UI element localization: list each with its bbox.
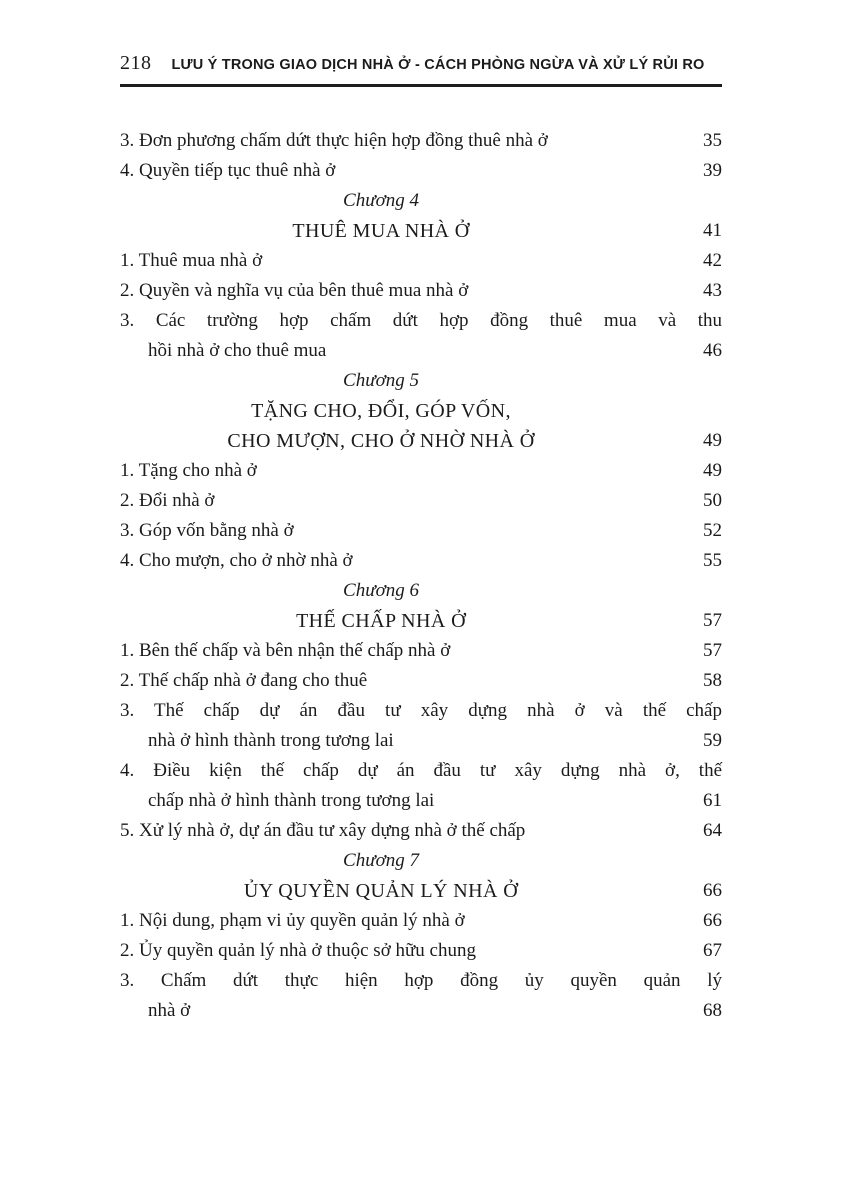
toc-page-number: 39 — [703, 160, 722, 181]
chapter-label — [120, 846, 722, 876]
toc-text: 3. Các trường hợp chấm dứt hợp đồng thuê mua và thu — [120, 310, 722, 331]
toc-entry — [120, 156, 722, 186]
toc-page-number: 49 — [703, 430, 722, 451]
toc-page-number: 57 — [703, 640, 722, 661]
toc-text: ỦY QUYỀN QUẢN LÝ NHÀ Ở — [243, 880, 519, 902]
toc-entry — [120, 456, 722, 486]
toc-text: 3. Thế chấp dự án đầu tư xây dựng nhà ở và thế chấp — [120, 700, 722, 721]
toc-page-number: 68 — [703, 1000, 722, 1021]
page-number: 218 — [120, 52, 152, 74]
toc-text: 1. Thuê mua nhà ở — [120, 250, 263, 271]
running-title: LƯU Ý TRONG GIAO DỊCH NHÀ Ở - CÁCH PHÒNG NGỪA VÀ XỬ LÝ RỦI RO — [171, 57, 705, 73]
toc-text: 3. Đơn phương chấm dứt thực hiện hợp đồng thuê nhà ở — [120, 130, 548, 151]
toc-text: Chương 5 — [343, 370, 419, 391]
toc-text: THUÊ MUA NHÀ Ở — [292, 220, 470, 242]
toc-entry — [120, 966, 722, 996]
toc-text: TẶNG CHO, ĐỔI, GÓP VỐN, — [251, 400, 511, 422]
chapter-title — [120, 876, 722, 906]
chapter-title — [120, 426, 722, 456]
toc-entry — [120, 906, 722, 936]
toc-text: 5. Xử lý nhà ở, dự án đầu tư xây dựng nhà ở thế chấp — [120, 820, 526, 841]
toc-entry — [120, 756, 722, 786]
toc-text: 1. Nội dung, phạm vi ủy quyền quản lý nhà ở — [120, 910, 465, 931]
toc-page-number: 57 — [703, 610, 722, 631]
toc-entry — [120, 126, 722, 156]
toc-page-number: 58 — [703, 670, 722, 691]
toc-page-number: 59 — [703, 730, 722, 751]
toc-entry-continuation — [120, 996, 722, 1026]
toc-text: 4. Cho mượn, cho ở nhờ nhà ở — [120, 550, 353, 571]
toc-entry — [120, 306, 722, 336]
page-header — [120, 52, 722, 87]
toc-text: nhà ở hình thành trong tương lai — [148, 730, 394, 751]
toc-page-number: 41 — [703, 220, 722, 241]
toc-text: chấp nhà ở hình thành trong tương lai — [148, 790, 435, 811]
toc-text: Chương 7 — [343, 850, 419, 871]
toc-entry — [120, 936, 722, 966]
chapter-label — [120, 186, 722, 216]
toc-page-number: 55 — [703, 550, 722, 571]
toc-text: 1. Bên thế chấp và bên nhận thế chấp nhà ở — [120, 640, 451, 661]
toc-entry-continuation — [120, 726, 722, 756]
toc-text: 3. Chấm dứt thực hiện hợp đồng ủy quyền quản lý — [120, 970, 722, 991]
toc-text: hồi nhà ở cho thuê mua — [148, 340, 327, 361]
toc-entry-continuation — [120, 786, 722, 816]
toc-page-number: 43 — [703, 280, 722, 301]
chapter-title — [120, 606, 722, 636]
toc-text: 2. Ủy quyền quản lý nhà ở thuộc sở hữu chung — [120, 940, 476, 961]
chapter-title — [120, 216, 722, 246]
chapter-title — [120, 396, 722, 426]
toc-text: THẾ CHẤP NHÀ Ở — [296, 610, 466, 632]
toc-page-number: 66 — [703, 910, 722, 931]
toc-entry — [120, 636, 722, 666]
toc-entry — [120, 816, 722, 846]
chapter-label — [120, 366, 722, 396]
toc-page-number: 61 — [703, 790, 722, 811]
toc-page-number: 64 — [703, 820, 722, 841]
toc-text: 3. Góp vốn bằng nhà ở — [120, 520, 294, 541]
toc-page-number: 67 — [703, 940, 722, 961]
toc-text: 2. Thế chấp nhà ở đang cho thuê — [120, 670, 368, 691]
toc-text: 4. Điều kiện thế chấp dự án đầu tư xây dựng nhà ở, thế — [120, 760, 722, 781]
toc-page-number: 42 — [703, 250, 722, 271]
toc-entry — [120, 486, 722, 516]
toc-entry — [120, 546, 722, 576]
toc-page-number: 50 — [703, 490, 722, 511]
toc-text: nhà ở — [148, 1000, 191, 1021]
toc-entry — [120, 696, 722, 726]
toc-page-number: 66 — [703, 880, 722, 901]
toc-entry — [120, 516, 722, 546]
chapter-label — [120, 576, 722, 606]
toc-page-number: 46 — [703, 340, 722, 361]
toc-page-number: 49 — [703, 460, 722, 481]
toc-text: 2. Đổi nhà ở — [120, 490, 215, 511]
toc-page-number: 35 — [703, 130, 722, 151]
toc-page-number: 52 — [703, 520, 722, 541]
toc-text: Chương 6 — [343, 580, 419, 601]
toc-text: CHO MƯỢN, CHO Ở NHỜ NHÀ Ở — [227, 430, 535, 452]
toc-entry — [120, 276, 722, 306]
toc-entry — [120, 666, 722, 696]
toc-text: Chương 4 — [343, 190, 419, 211]
toc-entry — [120, 246, 722, 276]
toc-list — [120, 126, 722, 1026]
toc-text: 2. Quyền và nghĩa vụ của bên thuê mua nhà ở — [120, 280, 469, 301]
toc-entry-continuation — [120, 336, 722, 366]
toc-text: 4. Quyền tiếp tục thuê nhà ở — [120, 160, 336, 181]
toc-text: 1. Tặng cho nhà ở — [120, 460, 257, 481]
